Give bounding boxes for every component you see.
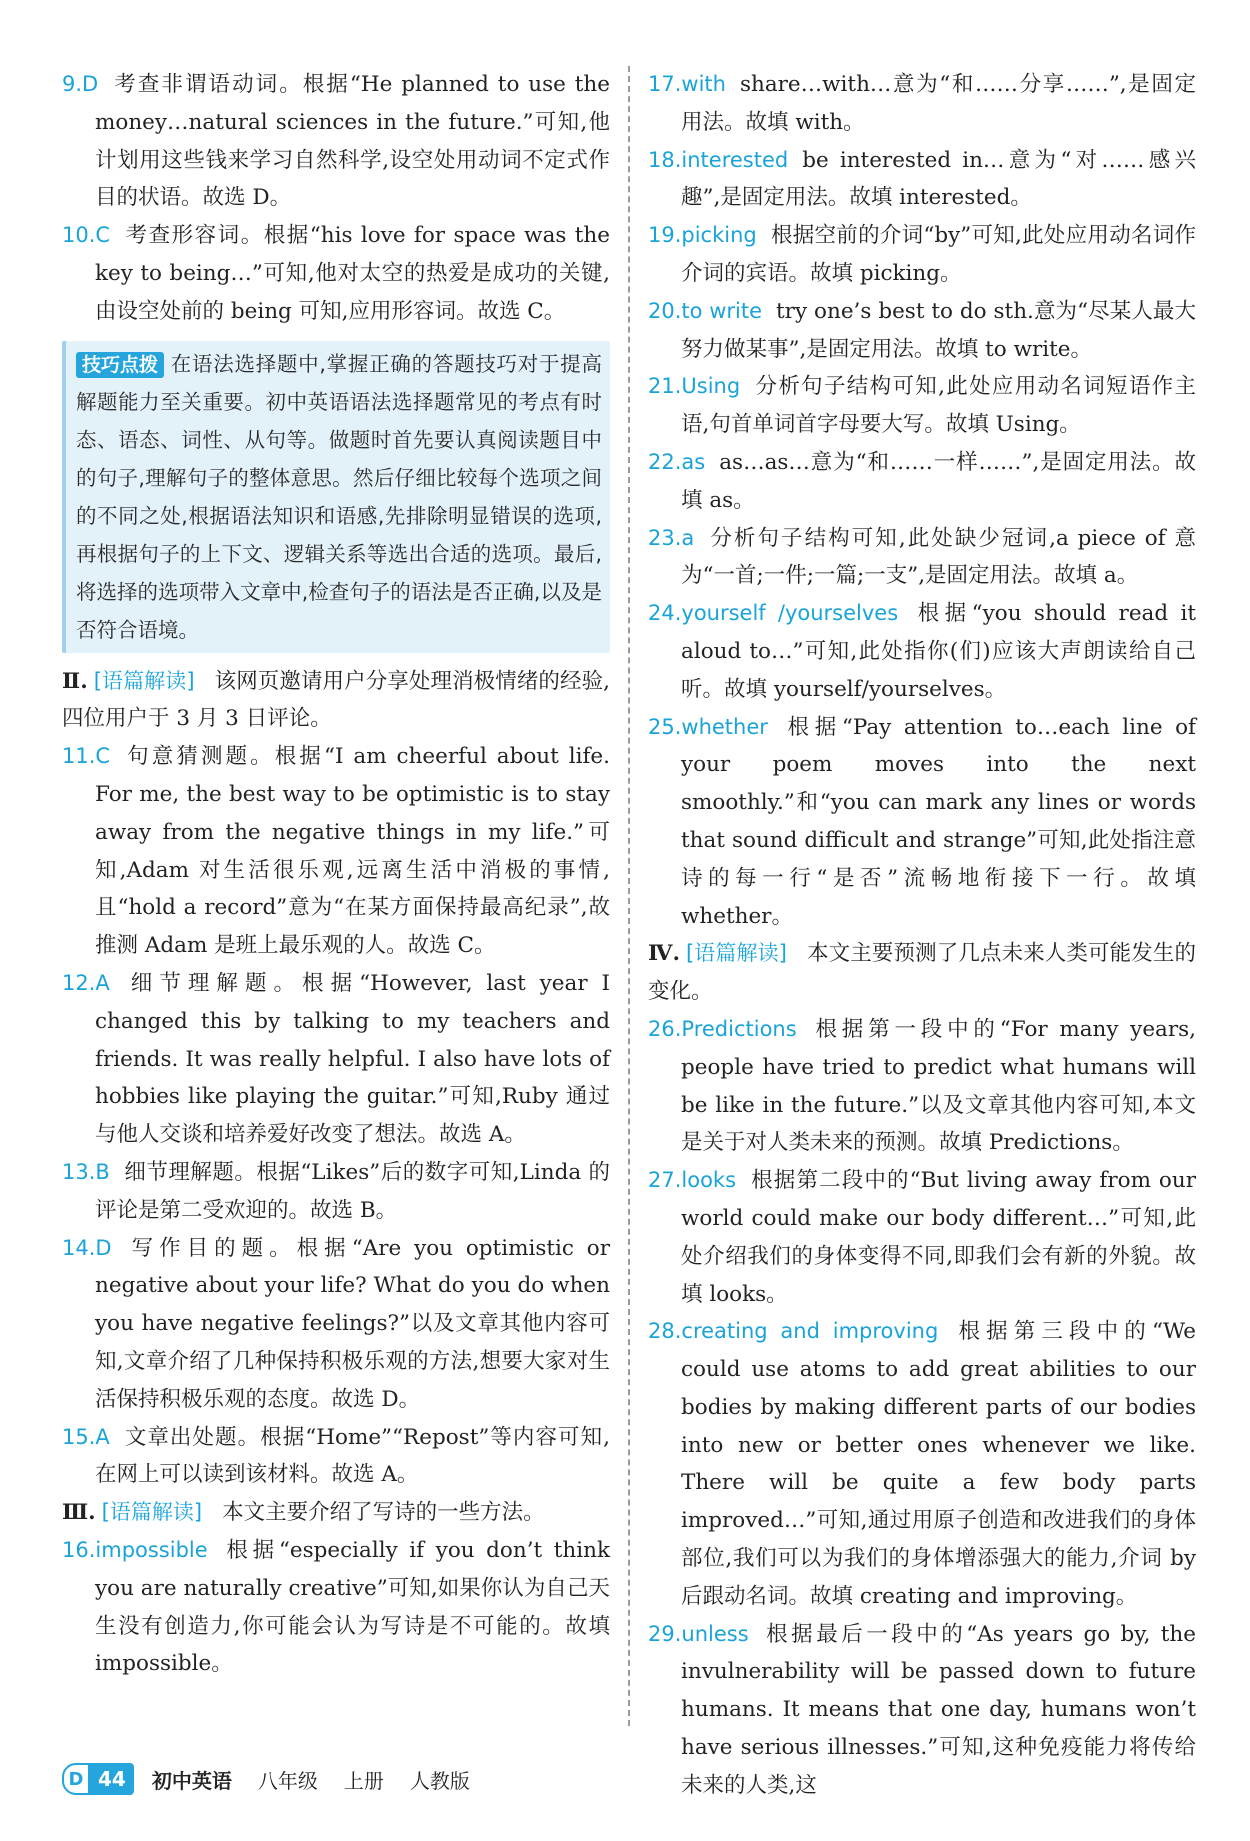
answer-key: 23.a [648,525,695,550]
answer-entry [648,217,1196,293]
answer-entry [62,1154,610,1230]
answer-explanation: 根据空前的介词“by”可知,此处应用动名词作介词的宾语。故填 picking。 [681,223,1196,286]
answer-entry [648,444,1196,520]
answer-list [62,66,610,331]
answer-entry [648,142,1196,218]
answer-entry [648,709,1196,936]
answer-entry [62,1532,610,1683]
section-summary: 本文主要预测了几点未来人类可能发生的变化。 [648,941,1196,1005]
footer-subject: 初中英语 [151,1768,232,1793]
answer-entry [648,520,1196,596]
answer-list [648,66,1196,935]
answer-key: 27.looks [648,1168,737,1193]
answer-entry [648,1011,1196,1162]
answer-explanation: 文章出处题。根据“Home”“Repost”等内容可知,在网上可以读到该材料。故选 A。 [95,1424,610,1488]
tip-badge: 技巧点拨 [76,352,164,378]
footer-edition: 人教版 [409,1768,470,1793]
answer-explanation: be interested in…意为“对……感兴趣”,是固定用法。故填 interested。 [681,147,1196,211]
section-header-3 [62,1494,610,1532]
answer-key: 19.picking [648,223,757,248]
answer-key: 14.D [62,1235,112,1260]
answer-explanation: 根据“you should read it aloud to…”可知,此处指你(们)应该大声朗读给自己听。故填 yourself/yourselves。 [681,601,1196,702]
tip-box [62,341,610,653]
answer-entry [62,217,610,330]
answer-explanation: 分析句子结构可知,此处缺少冠词,a piece of 意为“一首;一件;一篇;一支”,是固定用法。故填 a。 [681,525,1196,589]
section-roman: Ⅱ. [62,668,88,694]
answer-entry [648,368,1196,444]
right-column [648,66,1196,1805]
answer-explanation: try one’s best to do sth.意为“尽某人最大努力做某事”,是固定用法。故填 to write。 [681,298,1197,362]
answer-explanation: share…with…意为“和……分享……”,是固定用法。故填 with。 [681,72,1196,135]
answer-key: 17.with [648,72,726,96]
answer-explanation: as…as…意为“和……一样……”,是固定用法。故填 as。 [681,449,1196,513]
section-roman: Ⅲ. [62,1500,96,1526]
answer-explanation: 根据“especially if you don’t think you are naturally creative”可知,如果你认为自己天生没有创造力,你可能会认为写诗是不可能的。故填 impossible。 [95,1537,610,1677]
answer-explanation: 根据“Pay attention to…each line of your poem moves into the next smoothly.”和“you can mark any lines or words that sound difficult and strange”可知,此处指注意诗的每一行“是否”流畅地衔接下一行。故填 whether。 [681,714,1196,929]
section-label: [语篇解读] [686,941,787,966]
answer-explanation: 考查形容词。根据“his love for space was the key to being…”可知,他对太空的热爱是成功的关键,由设空处前的 being 可知,应用形容词。故选 C。 [95,223,610,324]
answer-entry [648,66,1196,142]
answer-key: 26.Predictions [648,1016,797,1041]
answer-entry [648,1313,1196,1615]
answer-entry [62,66,610,217]
answer-explanation: 根据第三段中的“We could use atoms to add great abilities to our bodies by making different parts of our bodies into new or better ones whenever we like. There will be quite a few body parts improved…”可知,通过用原子创造和改进我们的身体部位,我们可以为我们的身体增添强大的能力,介词 by 后跟动名词。故填 creating and improving。 [681,1319,1197,1609]
answer-entry [62,1230,610,1419]
answer-entry [62,965,610,1154]
page-footer [62,1762,496,1796]
answer-key: 25.whether [648,714,768,739]
answer-key: 9.D [62,72,99,96]
answer-explanation: 根据第二段中的“But living away from our world could make our body different…”可知,此处介绍我们的身体变得不同,即我们会有新的外貌。故填 looks。 [681,1168,1196,1307]
answer-key: 18.interested [648,147,789,172]
answer-entry [648,595,1196,708]
answer-key: 28.creating and improving [648,1319,939,1344]
answer-explanation: 句意猜测题。根据“I am cheerful about life. For me, the best way to be optimistic is to stay away from the negative things in my life.”可知,Adam 对生活很乐观,远离生活中消极的事情,且“hold a record”意为“在某方面保持最高纪录”,故推测 Adam 是班上最乐观的人。故选 C。 [95,744,610,959]
answer-list [62,1532,610,1683]
answer-key: 20.to write [648,298,763,323]
footer-volume: 上册 [343,1768,384,1793]
answer-explanation: 写作目的题。根据“Are you optimistic or negative about your life? What do you do when you have negative feelings?”以及文章其他内容可知,文章介绍了几种保持积极乐观的方法,想要大家对生活保持积极乐观的态度。故选 D。 [95,1235,610,1412]
page-number: 44 [90,1763,134,1795]
answer-entry [648,1616,1196,1805]
answer-list [648,1011,1196,1805]
answer-key: 16.impossible [62,1537,208,1562]
answer-explanation: 根据最后一段中的“As years go by, the invulnerability will be passed down to future humans. It means that one day, humans won’t have serious illnesses.”可知,这种免疫能力将传给未来的人类,这 [681,1621,1196,1798]
answer-key: 22.as [648,449,706,474]
section-roman: Ⅳ. [648,941,680,967]
answer-entry [62,738,610,965]
section-header-4 [648,935,1196,1011]
answer-list [62,738,610,1494]
answer-key: 10.C [62,223,111,248]
answer-explanation: 分析句子结构可知,此处应用动名词短语作主语,句首单词首字母要大写。故填 Using。 [681,374,1196,438]
section-header-2 [62,663,610,739]
section-label: [语篇解读] [101,1500,203,1525]
footer-grade: 八年级 [257,1768,318,1793]
answer-explanation: 细节理解题。根据“However, last year I changed this by talking to my teachers and friends. It was really helpful. I also have lots of hobbies like playing the guitar.”可知,Ruby 通过与他人交谈和培养爱好改变了想法。故选 A。 [95,970,610,1148]
section-summary: 本文主要介绍了写诗的一些方法。 [222,1500,545,1526]
answer-entry [648,293,1196,369]
answer-explanation: 考查非谓语动词。根据“He planned to use the money…natural sciences in the future.”可知,他计划用这些钱来学习自然科学,设空处用动词不定式作目的状语。故选 D。 [95,72,610,211]
column-divider [628,66,630,1726]
answer-key: 21.Using [648,374,741,399]
answer-key: 12.A [62,970,110,995]
section-label: [语篇解读] [93,668,195,693]
answer-entry [62,1419,610,1495]
section-summary: 该网页邀请用户分享处理消极情绪的经验,四位用户于 3 月 3 日评论。 [62,668,611,732]
answer-explanation: 根据第一段中的“For many years, people have tried to predict what humans will be like in the future.”以及文章其他内容可知,本文是关于对人类未来的预测。故填 Predictions。 [681,1016,1196,1156]
answer-explanation: 细节理解题。根据“Likes”后的数字可知,Linda 的评论是第二受欢迎的。故选 B。 [95,1159,610,1223]
answer-key: 29.unless [648,1621,749,1646]
answer-key: 13.B [62,1159,110,1184]
answer-key: 15.A [62,1424,110,1449]
answer-key: 24.yourself /yourselves [648,601,899,626]
answer-entry [648,1162,1196,1313]
answer-key: 11.C [62,744,111,769]
left-column [62,66,610,1683]
tip-text: 在语法选择题中,掌握正确的答题技巧对于提高解题能力至关重要。初中英语语法选择题常见的考点有时态、语态、词性、从句等。做题时首先要认真阅读题目中的句子,理解句子的整体意思。然后仔细比较每个选项之间的不同之处,根据语法知识和语感,先排除明显错误的选项,再根据句子的上下文、逻辑关系等选出合适的选项。最后,将选择的选项带入文章中,检查句子的语法是否正确,以及是否符合语境。 [76,351,602,642]
footer-badge-letter: D [62,1763,90,1795]
